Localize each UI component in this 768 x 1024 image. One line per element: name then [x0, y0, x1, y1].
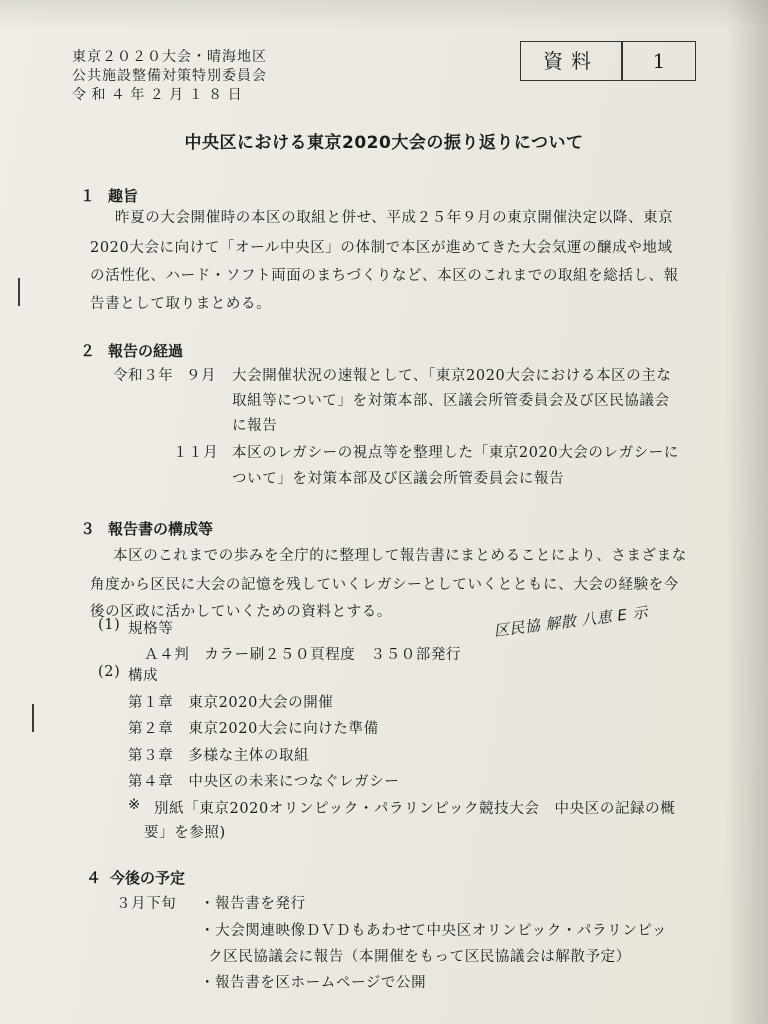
section3-number: ３	[80, 520, 96, 538]
subsection-number: (2)	[98, 664, 121, 680]
note-mark: ※	[128, 797, 141, 813]
section3-line: 本区のこれまでの歩みを全庁的に整理して報告書にまとめることにより、さまざまな	[113, 548, 687, 564]
section1-line: の活性化、ハード・ソフト両面のまちづくりなど、本区のこれまでの取組を総括し、報	[90, 268, 679, 284]
note-line: 別紙「東京2020オリンピック・パラリンピック競技大会 中央区の記録の概	[154, 801, 676, 817]
margin-mark	[32, 704, 34, 732]
report-month: ９月	[186, 368, 217, 384]
section1-line: 告書として取りまとめる。	[90, 296, 272, 312]
header-date: 令 和 ４ 年 ２ 月 １ ８ 日	[72, 87, 243, 103]
document-tag	[520, 41, 696, 81]
page-shadow-top	[0, 0, 768, 30]
report-line: 取組等について」を対策本部、区議会所管委員会及び区民協議会	[232, 393, 670, 409]
spec-line: Ａ４判 カラー刷２５０頁程度 ３５０部発行	[144, 647, 462, 663]
document-tag-number: 1	[652, 49, 666, 73]
schedule-item: ・大会関連映像ＤＶＤもあわせて中央区オリンピック・パラリンピッ	[200, 923, 667, 939]
schedule-item: ・報告書を発行	[200, 896, 306, 912]
section1-heading: 趣旨	[108, 187, 139, 205]
subsection-heading: 規格等	[128, 621, 174, 637]
section1-number: １	[80, 187, 96, 205]
section4-number: ４	[86, 869, 102, 887]
report-year: 令和３年	[113, 368, 174, 384]
report-line: 本区のレガシーの視点等を整理した「東京2020大会のレガシーに	[232, 445, 679, 461]
section2-heading: 報告の経過	[108, 342, 184, 360]
header-org-line1: 東京２０２０大会・晴海地区	[72, 49, 267, 65]
document-title: 中央区における東京2020大会の振り返りについて	[184, 133, 584, 153]
margin-mark	[18, 278, 20, 306]
note-line: 要」を参照)	[144, 825, 226, 841]
handwritten-annotation: 区民協 解散 八恵 E 示	[492, 603, 650, 640]
header-org-line2: 公共施設整備対策特別委員会	[72, 68, 267, 84]
section1-line: 昨夏の大会開催時の本区の取組と併せ、平成２５年９月の東京開催決定以降、東京	[115, 210, 674, 226]
subsection-number: (1)	[98, 617, 121, 633]
report-line: 大会開催状況の速報として、「東京2020大会における本区の主な	[232, 368, 672, 384]
chapter-item: 第１章 東京2020大会の開催	[128, 695, 334, 711]
schedule-item: ・報告書を区ホームページで公開	[200, 975, 427, 991]
section2-number: ２	[80, 342, 96, 360]
schedule-item-continued: ク区民協議会に報告（本開催をもって区民協議会は解散予定）	[208, 949, 631, 965]
section3-heading: 報告書の構成等	[108, 520, 214, 538]
chapter-item: 第４章 中央区の未来につなぐレガシー	[128, 774, 400, 790]
section4-heading: 今後の予定	[110, 869, 186, 887]
subsection-heading: 構成	[128, 668, 159, 684]
chapter-item: 第２章 東京2020大会に向けた準備	[128, 721, 379, 737]
schedule-timing: ３月下旬	[116, 896, 177, 912]
report-line: に報告	[232, 418, 278, 434]
page-shadow-right	[726, 0, 768, 1024]
chapter-item: 第３章 多様な主体の取組	[128, 748, 310, 764]
section3-line: 角度から区民に大会の記憶を残していくレガシーとしていくとともに、大会の経験を今	[90, 577, 679, 593]
section3-line: 後の区政に活かしていくための資料とする。	[90, 604, 392, 620]
report-line: ついて」を対策本部及び区議会所管委員会に報告	[232, 471, 565, 487]
section1-line: 2020大会に向けて「オール中央区」の体制で本区が進めてきた大会気運の醸成や地域	[90, 240, 673, 256]
document-tag-label: 資料	[543, 49, 599, 73]
report-month: １１月	[173, 445, 219, 461]
